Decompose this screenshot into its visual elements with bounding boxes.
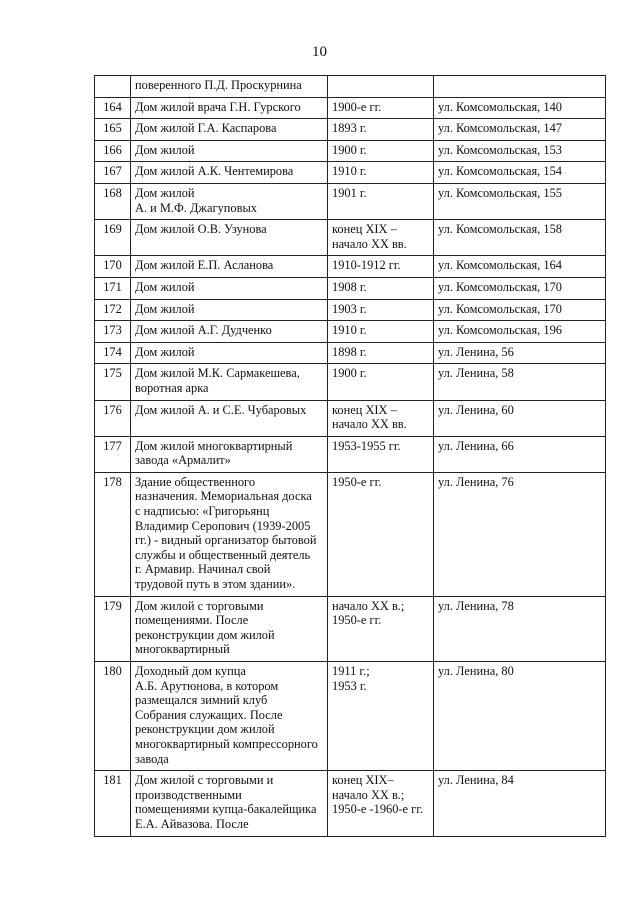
object-date: конец XIX – начало XX вв. xyxy=(328,400,434,436)
object-name: Дом жилой А. и М.Ф. Джагуповых xyxy=(131,183,328,219)
object-name: Дом жилой А. и С.Е. Чубаровых xyxy=(131,400,328,436)
object-date: начало XX в.; 1950-е гг. xyxy=(328,596,434,661)
object-address: ул. Ленина, 66 xyxy=(434,436,606,472)
row-number: 175 xyxy=(95,364,131,400)
object-name: Дом жилой врача Г.Н. Гурского xyxy=(131,97,328,119)
object-name: Дом жилой xyxy=(131,277,328,299)
object-address: ул. Ленина, 60 xyxy=(434,400,606,436)
table-row xyxy=(95,662,606,771)
row-number: 172 xyxy=(95,299,131,321)
object-address: ул. Ленина, 80 xyxy=(434,662,606,771)
object-address: ул. Комсомольская, 170 xyxy=(434,277,606,299)
object-date: 1900 г. xyxy=(328,364,434,400)
object-date: 1900-е гг. xyxy=(328,97,434,119)
row-number: 168 xyxy=(95,183,131,219)
object-address: ул. Ленина, 76 xyxy=(434,472,606,596)
object-address: ул. Ленина, 56 xyxy=(434,342,606,364)
object-name: Дом жилой с торговыми помещениями. После реконструкции дом жилой многоквартирный xyxy=(131,596,328,661)
row-number: 180 xyxy=(95,662,131,771)
table-row xyxy=(95,183,606,219)
row-number: 166 xyxy=(95,140,131,162)
object-address: ул. Комсомольская, 140 xyxy=(434,97,606,119)
heritage-registry-table xyxy=(94,75,606,837)
object-date: 1900 г. xyxy=(328,140,434,162)
object-date: 1910 г. xyxy=(328,321,434,343)
row-number: 179 xyxy=(95,596,131,661)
object-date: 1953-1955 гг. xyxy=(328,436,434,472)
object-address: ул. Комсомольская, 155 xyxy=(434,183,606,219)
object-name: Дом жилой многоквартирный завода «Армалит» xyxy=(131,436,328,472)
row-number: 171 xyxy=(95,277,131,299)
object-date: конец XIX– начало XX в.; 1950-е -1960-е гг. xyxy=(328,771,434,836)
table-row xyxy=(95,342,606,364)
object-address: ул. Комсомольская, 153 xyxy=(434,140,606,162)
table-row xyxy=(95,119,606,141)
object-date: конец XIX – начало XX вв. xyxy=(328,220,434,256)
row-number: 173 xyxy=(95,321,131,343)
object-name: поверенного П.Д. Проскурнина xyxy=(131,76,328,98)
object-address: ул. Комсомольская, 164 xyxy=(434,256,606,278)
row-number: 174 xyxy=(95,342,131,364)
object-date: 1898 г. xyxy=(328,342,434,364)
object-address: ул. Комсомольская, 196 xyxy=(434,321,606,343)
row-number: 170 xyxy=(95,256,131,278)
object-name: Дом жилой А.К. Чентемирова xyxy=(131,162,328,184)
object-name: Дом жилой О.В. Узунова xyxy=(131,220,328,256)
object-address: ул. Ленина, 58 xyxy=(434,364,606,400)
table-row xyxy=(95,256,606,278)
object-date: 1908 г. xyxy=(328,277,434,299)
object-address: ул. Комсомольская, 170 xyxy=(434,299,606,321)
table-row xyxy=(95,140,606,162)
object-address: ул. Комсомольская, 147 xyxy=(434,119,606,141)
table-row xyxy=(95,277,606,299)
table-row xyxy=(95,400,606,436)
row-number xyxy=(95,76,131,98)
table-row xyxy=(95,596,606,661)
object-name: Дом жилой М.К. Сармакешева, воротная арка xyxy=(131,364,328,400)
object-name: Доходный дом купца А.Б. Арутюнова, в котором размещался зимний клуб Собрания служащих. После реконструкции дом жилой многоквартирный компрессорного завода xyxy=(131,662,328,771)
object-name: Дом жилой Г.А. Каспарова xyxy=(131,119,328,141)
object-date: 1893 г. xyxy=(328,119,434,141)
object-date: 1911 г.; 1953 г. xyxy=(328,662,434,771)
object-date: 1950-е гг. xyxy=(328,472,434,596)
object-date xyxy=(328,76,434,98)
table-row xyxy=(95,162,606,184)
row-number: 176 xyxy=(95,400,131,436)
page-number: 10 xyxy=(312,44,327,60)
table-row xyxy=(95,364,606,400)
row-number: 181 xyxy=(95,771,131,836)
object-address: ул. Комсомольская, 154 xyxy=(434,162,606,184)
object-address: ул. Комсомольская, 158 xyxy=(434,220,606,256)
row-number: 165 xyxy=(95,119,131,141)
table-row xyxy=(95,76,606,98)
object-date: 1901 г. xyxy=(328,183,434,219)
object-name: Дом жилой с торговыми и производственными помещениями купца-бакалейщика Е.А. Айвазова. После xyxy=(131,771,328,836)
object-address: ул. Ленина, 84 xyxy=(434,771,606,836)
row-number: 177 xyxy=(95,436,131,472)
object-name: Дом жилой xyxy=(131,299,328,321)
row-number: 178 xyxy=(95,472,131,596)
object-name: Дом жилой xyxy=(131,140,328,162)
object-name: Дом жилой xyxy=(131,342,328,364)
row-number: 164 xyxy=(95,97,131,119)
table-row xyxy=(95,771,606,836)
object-name: Дом жилой Е.П. Асланова xyxy=(131,256,328,278)
table-row xyxy=(95,436,606,472)
row-number: 169 xyxy=(95,220,131,256)
table-row xyxy=(95,220,606,256)
table-row xyxy=(95,299,606,321)
table-row xyxy=(95,97,606,119)
object-date: 1903 г. xyxy=(328,299,434,321)
object-address: ул. Ленина, 78 xyxy=(434,596,606,661)
object-address xyxy=(434,76,606,98)
object-date: 1910 г. xyxy=(328,162,434,184)
table-row xyxy=(95,321,606,343)
object-date: 1910-1912 гг. xyxy=(328,256,434,278)
object-name: Дом жилой А.Г. Дудченко xyxy=(131,321,328,343)
object-name: Здание общественного назначения. Мемориальная доска с надписью: «Григорьянц Владимир Серопович (1939-2005 гг.) - видный организатор бытовой службы и общественный деятель г. Армавир. Начинал свой трудовой путь в этом здании». xyxy=(131,472,328,596)
row-number: 167 xyxy=(95,162,131,184)
table-row xyxy=(95,472,606,596)
